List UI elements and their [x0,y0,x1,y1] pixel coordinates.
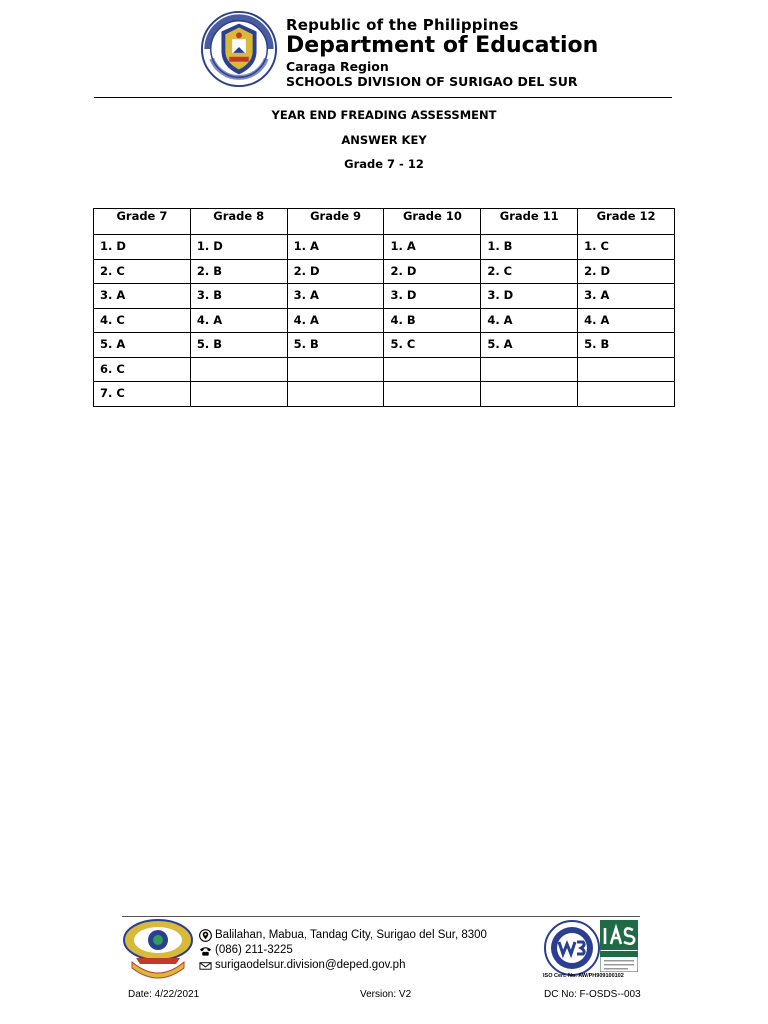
footer-divider [122,916,640,917]
answer-cell: 5. A [94,333,191,358]
column-header: Grade 12 [578,209,675,235]
phone-icon [199,944,212,957]
document-version: Version: V2 [360,989,412,1000]
column-header: Grade 7 [94,209,191,235]
email-text: surigaodelsur.division@deped.gov.ph [215,959,406,971]
header-divider [94,97,672,98]
answer-cell: 5. A [481,333,578,358]
column-header: Grade 8 [190,209,287,235]
document-control-number: DC No: F-OSDS--003 [544,989,641,1000]
division-heading: SCHOOLS DIVISION OF SURIGAO DEL SUR [286,74,578,89]
answer-cell: 2. D [384,259,481,284]
answer-cell [190,357,287,382]
answer-cell: 5. B [578,333,675,358]
answer-cell: 2. D [578,259,675,284]
location-icon [199,929,212,942]
answer-cell: 2. C [481,259,578,284]
answer-cell: 3. A [287,284,384,309]
answer-cell [481,382,578,407]
answer-cell [384,357,481,382]
answer-cell: 1. D [190,235,287,260]
answer-cell: 2. B [190,259,287,284]
answer-cell: 5. B [287,333,384,358]
email-icon [199,959,212,972]
grade-range: Grade 7 - 12 [344,157,424,171]
column-header: Grade 9 [287,209,384,235]
answer-cell: 3. A [578,284,675,309]
column-header: Grade 10 [384,209,481,235]
answer-cell: 7. C [94,382,191,407]
department-heading: Department of Education [286,33,599,58]
document-title: YEAR END FREADING ASSESSMENT [271,108,497,122]
answer-cell: 6. C [94,357,191,382]
answer-cell: 1. A [287,235,384,260]
answer-cell: 3. D [384,284,481,309]
email-row [199,958,487,973]
answer-cell [287,357,384,382]
answer-cell: 3. A [94,284,191,309]
answer-cell [384,382,481,407]
table-header-row [94,209,675,235]
answer-cell: 1. D [94,235,191,260]
region-heading: Caraga Region [286,59,389,74]
ias-accreditation-icon [600,920,638,972]
answer-cell: 2. D [287,259,384,284]
phone-row [199,943,487,958]
answer-cell [190,382,287,407]
answer-cell: 2. C [94,259,191,284]
answer-cell: 5. B [190,333,287,358]
answer-cell: 1. B [481,235,578,260]
address-row [199,928,487,943]
table-row [94,235,675,260]
answer-cell [578,382,675,407]
answer-cell: 4. A [481,308,578,333]
answer-cell: 1. A [384,235,481,260]
certification-badge-icon [543,920,601,976]
answer-key-table [93,208,675,407]
table-row [94,259,675,284]
answer-cell: 3. B [190,284,287,309]
answer-cell: 3. D [481,284,578,309]
answer-cell [287,382,384,407]
answer-cell: 4. C [94,308,191,333]
answer-cell: 4. A [287,308,384,333]
answer-cell: 5. C [384,333,481,358]
republic-heading: Republic of the Philippines [286,16,519,34]
document-subtitle: ANSWER KEY [341,133,427,147]
table-row [94,308,675,333]
column-header: Grade 11 [481,209,578,235]
contact-info [199,928,487,973]
deped-seal-icon [200,10,278,88]
answer-cell: 4. A [190,308,287,333]
answer-cell [481,357,578,382]
phone-text: (086) 211-3225 [215,944,293,956]
table-row [94,333,675,358]
address-text: Balilahan, Mabua, Tandag City, Surigao del Sur, 8300 [215,929,487,941]
answer-cell [578,357,675,382]
table-row [94,357,675,382]
answer-cell: 4. A [578,308,675,333]
answer-cell: 1. C [578,235,675,260]
letterhead [200,10,680,90]
iso-cert-number: ISO Cert. No. AW/PH909100102 [543,973,624,979]
document-date: Date: 4/22/2021 [128,989,200,1000]
table-row [94,382,675,407]
answer-cell: 4. B [384,308,481,333]
division-seal-icon [122,918,194,984]
table-row [94,284,675,309]
